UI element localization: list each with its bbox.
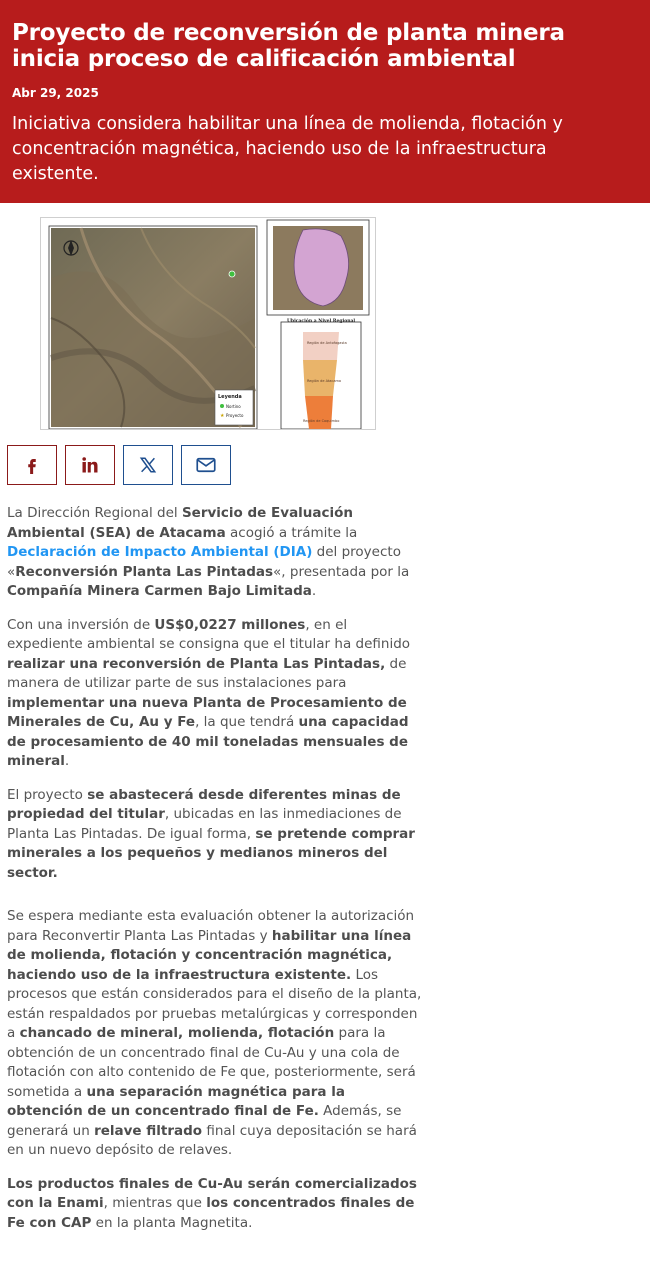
share-bar [7,445,239,485]
text: . [64,753,70,769]
text: acogió a trámite la [225,524,358,541]
article-header [0,0,650,203]
inset-label-mid: Región de Atacama [307,379,342,383]
bold-text: Compañía Minera Carmen Bajo Limitada [7,583,312,599]
dia-link[interactable]: Declaración de Impacto Ambiental (DIA) [7,544,313,560]
x-icon [139,456,157,474]
text: «, presentada por la [273,563,410,580]
regional-inset-title: Ubicación a Nivel Regional [287,319,356,324]
article-body [7,504,423,1247]
share-email-button[interactable] [181,445,231,485]
share-facebook-button[interactable] [7,445,57,485]
legend-item-2: Proyecto [226,413,244,418]
text: final cuya depositación se hará en un nuevo depósito de relaves. [7,1122,417,1158]
bold-text: una capacidad de procesamiento de 40 mil toneladas mensuales de mineral [7,714,409,769]
project-location-map [40,217,376,430]
text: en la planta Magnetita. [91,1214,253,1231]
text: , la que tendrá [195,714,299,730]
text: Además, se generará un [7,1103,402,1139]
inset-label-bottom: Región de Coquimbo [303,419,340,423]
inset-label-top: Región de Antofagasta [307,341,347,345]
article-subtitle: Iniciativa considera habilitar una línea de molienda, flotación y concentración magnética, haciendo uso de la infraestructura existente. [12,114,563,184]
bold-text: habilitar una línea de molienda, flotación y concentración magnética, haciendo uso de la infraestructura existente. [7,927,412,983]
bold-text: Los productos finales de Cu-Au serán comercializados con la Enami [7,1175,417,1211]
bold-text: implementar una nueva Planta de Procesamiento de Minerales de Cu, Au y Fe [7,694,407,730]
linkedin-icon [81,456,99,474]
text: del proyecto « [7,544,401,580]
bold-text: realizar una reconversión de Planta Las Pintadas, [7,655,386,672]
bold-text: los concentrados finales de Fe con CAP [7,1195,415,1231]
bold-text: Servicio de Evaluación Ambiental (SEA) de Atacama [7,505,354,541]
paragraph-1 [7,504,423,602]
text: , en el expediente ambiental se consigna que el titular ha definido [7,616,411,652]
bold-text: una separación magnética para la obtención de un concentrado final de Fe. [7,1083,345,1119]
bold-text: se abastecerá desde diferentes minas de propiedad del titular [7,786,401,822]
bold-text: US$0,0227 millones [154,616,306,633]
share-x-button[interactable] [123,445,173,485]
text: Con una inversión de [7,616,155,633]
text: de manera de utilizar parte de sus instalaciones para [7,655,407,691]
share-linkedin-button[interactable] [65,445,115,485]
bold-text: Reconversión Planta Las Pintadas [15,563,274,580]
text: La Dirección Regional del [7,505,182,521]
paragraph-5 [7,1175,423,1234]
text: Se espera mediante esta evaluación obtener la autorización para Reconvertir Planta Las Pintadas y [7,908,415,944]
bold-text: chancado de mineral, molienda, flotación [19,1025,335,1041]
facebook-icon [23,456,41,474]
text: , ubicadas en las inmediaciones de Planta Las Pintadas. De igual forma, [7,806,402,842]
text: . [311,583,317,599]
article-date: Abr 29, 2025 [12,86,99,100]
text: para la obtención de un concentrado final de Cu-Au y una cola de flotación con alto contenido de Fe que, posteriormente, será sometida a [7,1025,416,1100]
svg-text:★: ★ [220,413,225,419]
paragraph-2 [7,616,423,772]
legend-title: Leyenda [218,394,242,400]
bold-text: relave filtrado [94,1122,203,1139]
text: El proyecto [7,786,88,803]
email-icon [196,457,216,473]
paragraph-3 [7,786,423,884]
map-graphic [41,218,376,430]
paragraph-4 [7,907,423,1161]
legend-item-1: Nortino [226,404,241,409]
bold-text: se pretende comprar minerales a los pequeños y medianos mineros del sector. [7,825,415,881]
article-title: Proyecto de reconversión de planta minera inicia proceso de calificación ambiental [12,20,565,72]
text: , mientras que [103,1195,207,1211]
text: Los procesos que están considerados para el diseño de la planta, están respaldados por pruebas metalúrgicas y corresponden a [7,966,422,1041]
project-marker-icon [229,271,235,277]
